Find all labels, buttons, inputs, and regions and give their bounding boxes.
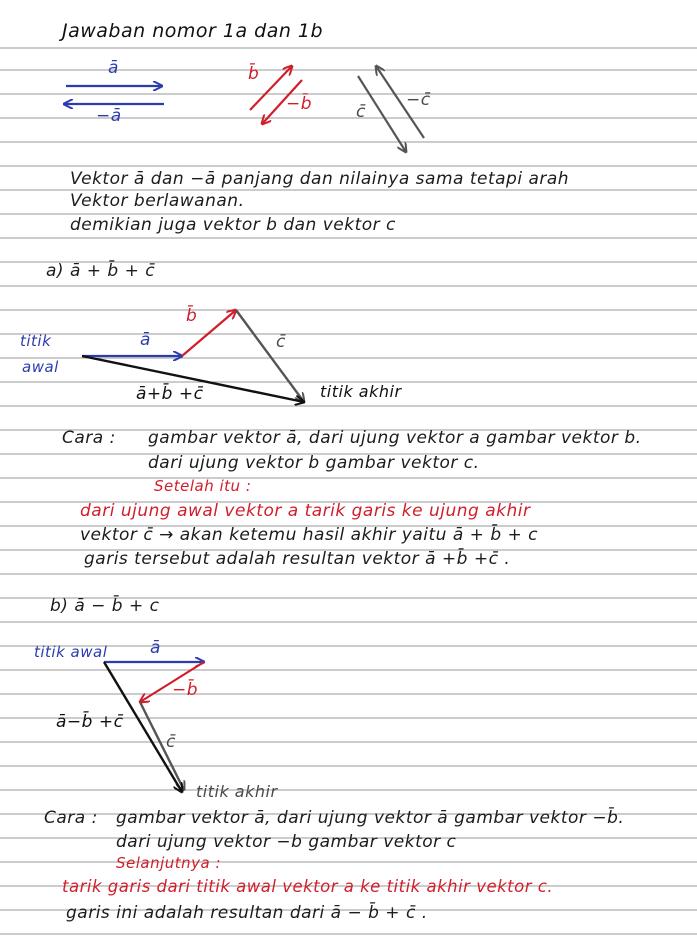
label-b: b̄ [248,64,260,84]
label-c: c̄ [356,102,366,122]
part-a-result-label: ā+b̄ +c̄ [136,384,204,404]
part-a-cara-label: Cara : [62,428,116,448]
intro-line-2: Vektor berlawanan. [70,191,245,211]
label-neg-b: −b̄ [286,94,313,114]
part-b-cara-2: dari ujung vektor −b gambar vektor c [116,832,457,852]
label-neg-c: −c̄ [406,90,431,110]
intro-line-1: Vektor ā dan −ā panjang dan nilainya sama tetapi arah [70,169,570,189]
part-b-cara-5: garis ini adalah resultan dari ā − b̄ + c̄ . [66,903,428,923]
part-b-neg-b-label: −b̄ [172,680,199,700]
part-b-c-label: c̄ [166,732,176,752]
part-b-cara-label: Cara : [44,808,98,828]
part-a-heading: a) ā + b̄ + c̄ [46,261,156,281]
part-b-a-label: ā [150,638,161,658]
part-a-b-label: b̄ [186,306,198,326]
part-b-vector-c [140,702,184,790]
part-a-start-label-1: titik [20,332,52,350]
part-b-cara-3: Selanjutnya : [116,854,222,872]
part-a-end-label: titik akhir [320,382,402,401]
part-b-heading: b) ā − b̄ + c [50,596,160,616]
part-b-end-label: titik akhir [196,782,278,801]
part-a-a-label: ā [140,330,151,350]
part-a-cara-6: garis tersebut adalah resultan vektor ā +b̄ +c̄ . [84,549,511,569]
label-a: ā [108,58,119,78]
part-a-cara-1: gambar vektor ā, dari ujung vektor a gambar vektor b. [148,428,642,448]
part-a-cara-3: Setelah itu : [154,477,252,495]
label-neg-a: −ā [96,106,122,126]
part-b-cara-1: gambar vektor ā, dari ujung vektor ā gambar vektor −b̄. [116,808,625,828]
page-title: Jawaban nomor 1a dan 1b [62,20,324,42]
part-a-c-label: c̄ [276,332,286,352]
part-b-start-label: titik awal [34,643,108,661]
intro-line-3: demikian juga vektor b dan vektor c [70,215,396,235]
part-a-cara-2: dari ujung vektor b gambar vektor c. [148,453,480,473]
part-b-cara-4: tarik garis dari titik awal vektor a ke titik akhir vektor c. [62,877,554,896]
part-a-cara-4: dari ujung awal vektor a tarik garis ke ujung akhir [80,501,531,521]
part-a-cara-5: vektor c̄ → akan ketemu hasil akhir yaitu ā + b̄ + c [80,525,539,545]
part-b-result-label: ā−b̄ +c̄ [56,712,124,732]
part-a-start-label-2: awal [22,358,59,376]
part-a-vector-c [236,310,304,402]
